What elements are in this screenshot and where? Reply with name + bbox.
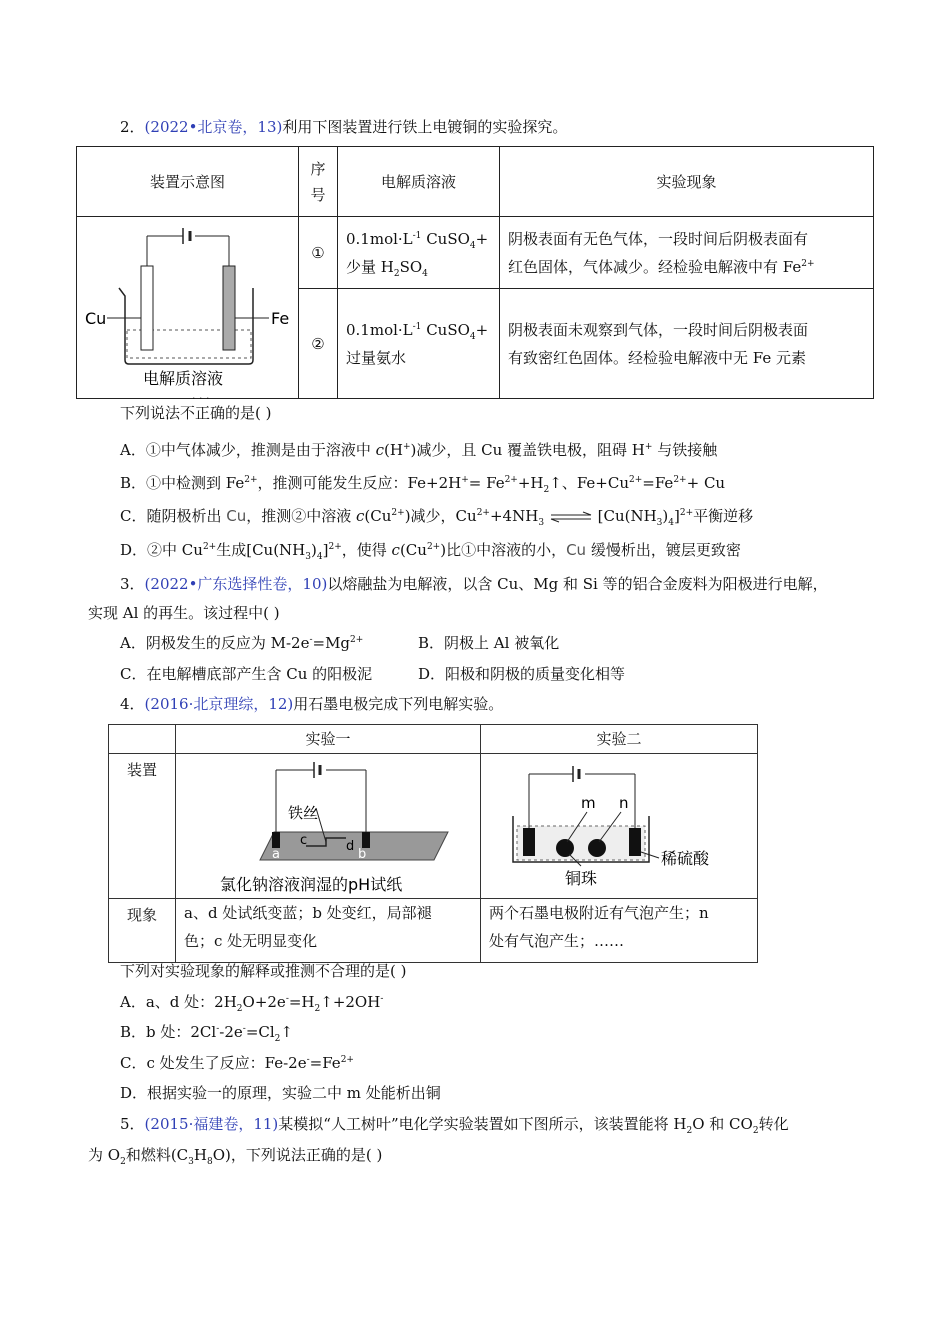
q2-header-diagram: 装置示意图 xyxy=(77,147,299,217)
q2-question: 下列说法不正确的是( ) xyxy=(120,404,272,422)
q4-question: 下列对实验现象的解释或推测不合理的是( ) xyxy=(120,962,407,980)
q2-option-d: D．②中 $Cu^{2+}$生成$[Cu(NH_3)_4]^{2+}$，使得 $c(Cu^{2+})$比①中溶液的小，Cu 缓慢析出，镀层更致密 xyxy=(120,541,741,562)
point-d-label: d xyxy=(346,839,355,854)
q2-row2-phenomenon: 阴极表面未观察到气体，一段时间后阴极表面 有致密红色固体。经检验电解液中无 Fe 元素 xyxy=(500,289,874,399)
q2-diagram-cell xyxy=(77,217,299,399)
q2-header-solution: 电解质溶液 xyxy=(338,147,500,217)
q2-header-no: 序 号 xyxy=(299,147,338,217)
q4-option-b: B．b 处：$2Cl^--2e^-=Cl_2↑$ xyxy=(120,1023,293,1044)
q3-option-d: D．阳极和阴极的质量变化相等 xyxy=(418,665,626,683)
q2-table xyxy=(76,146,874,399)
q4-exp1-phenomenon: a、d 处试纸变蓝；b 处变红，局部褪 色；c 处无明显变化 xyxy=(176,899,481,963)
q4-exp1-diagram-cell xyxy=(176,754,481,899)
copper-bead-n xyxy=(588,839,606,857)
q2-row2-solution: $0.1mol\cdot L^{-1}$ CuSO$_4$+ 过量氨水 xyxy=(338,289,500,399)
fe-electrode xyxy=(223,266,235,350)
q4-option-c: C．c 处发生了反应：$Fe-2e^-=Fe^{2+}$ xyxy=(120,1054,354,1072)
point-b-label: b xyxy=(358,847,367,862)
point-a-label: a xyxy=(272,847,280,862)
graphite-electrode-b xyxy=(362,832,370,848)
q4-row-apparatus-label: 装置 xyxy=(109,754,176,899)
q2-source: (2022•北京卷，13) xyxy=(144,118,283,136)
q3-source: (2022•广东选择性卷，10) xyxy=(144,575,328,593)
q2-row1-no: ① xyxy=(299,217,338,289)
q4-table xyxy=(108,724,758,963)
q4-option-a: A．a、d 处：$2H_2O+2e^-=H_2↑+2OH^-$ xyxy=(120,993,384,1014)
q4-header-empty xyxy=(109,725,176,754)
point-c-label: c xyxy=(300,833,308,848)
q3-stem-2: 实现 Al 的再生。该过程中( ) xyxy=(88,604,280,622)
cu-electrode xyxy=(141,266,153,350)
graphite-electrode-left xyxy=(523,828,535,856)
copper-bead-electrolysis-diagram xyxy=(481,754,757,898)
ph-paper-caption: 氯化钠溶液润湿的pH试纸 xyxy=(220,875,403,894)
electroplating-apparatus-diagram xyxy=(77,218,297,398)
q2-option-a: A．①中气体减少，推测是由于溶液中 c(H+)减少，且 Cu 覆盖铁电极，阻碍 H+ 与铁接触 xyxy=(120,441,718,459)
copper-bead-m xyxy=(556,839,574,857)
q5-source: (2015·福建卷，11) xyxy=(144,1115,279,1133)
q5-stem-2: 为 $O_2$和燃料$(C_3H_8O)$，下列说法正确的是( ) xyxy=(88,1146,383,1167)
q2-row1-phenomenon: 阴极表面有无色气体，一段时间后阴极表面有 红色固体，气体减少。经检验电解液中有 $Fe^{2+}$ xyxy=(500,217,874,289)
q3-option-c: C．在电解槽底部产生含 Cu 的阳极泥 xyxy=(120,665,373,683)
q4-source: (2016·北京理综，12) xyxy=(144,695,294,713)
dilute-sulfuric-acid xyxy=(517,826,645,860)
q4-header-exp2: 实验二 xyxy=(481,725,758,754)
q2-option-c: C．随阴极析出 Cu，推测②中溶液 $c(Cu^{2+})$减少，$Cu^{2+}+4NH_3$ $[Cu(NH_3)_4]^{2+}$平衡逆移 xyxy=(120,507,754,528)
m-label: m xyxy=(581,794,596,812)
sulfuric-acid-label: 稀硫酸 xyxy=(661,849,710,868)
copper-bead-label: 铜珠 xyxy=(565,869,598,888)
q4-header-exp1: 实验一 xyxy=(176,725,481,754)
q4-option-d: D．根据实验一的原理，实验二中 m 处能析出铜 xyxy=(120,1084,441,1102)
q2-stem: 2．(2022•北京卷，13)利用下图装置进行铁上电镀铜的实验探究。 xyxy=(120,118,568,136)
n-label: n xyxy=(619,794,629,812)
q2-row1-solution: $0.1mol\cdot L^{-1}$ CuSO$_4$+ 少量 $H_2SO_4$ xyxy=(338,217,500,289)
q4-stem: 4．(2016·北京理综，12)用石墨电极完成下列电解实验。 xyxy=(120,695,504,713)
q3-option-a: A．阴极发生的反应为 $M-2e^-=Mg^{2+}$ xyxy=(120,634,364,652)
q5-stem: 5．(2015·福建卷，11)某模拟“人工树叶”电化学实验装置如下图所示，该装置能将 $H_2O$ 和 $CO_2$转化 xyxy=(120,1115,789,1136)
graphite-electrode-right xyxy=(629,828,641,856)
q2-option-b: B．①中检测到 $Fe^{2+}$，推测可能发生反应：$Fe+2H^+= Fe^{2+}+H_2↑$、$Fe+Cu^{2+}=Fe^{2+}+ Cu$ xyxy=(120,474,726,495)
q2-emphasis-dots: · · · xyxy=(192,392,210,405)
q3-option-b: B．阴极上 Al 被氧化 xyxy=(418,634,560,652)
electrolyte-caption: 电解质溶液 xyxy=(143,368,224,388)
q2-header-phenomenon: 实验现象 xyxy=(500,147,874,217)
iron-wire-label: 铁丝 xyxy=(288,804,319,822)
cu-label: Cu xyxy=(85,308,107,328)
q4-exp2-diagram-cell xyxy=(481,754,758,899)
ph-paper-electrolysis-diagram xyxy=(176,754,480,898)
q3-stem: 3．(2022•广东选择性卷，10)以熔融盐为电解液，以含 Cu、Mg 和 Si 等的铝合金废料为阳极进行电解， xyxy=(120,575,828,593)
q4-exp2-phenomenon: 两个石墨电极附近有气泡产生；n 处有气泡产生；…… xyxy=(481,899,758,963)
fe-label: Fe xyxy=(271,308,290,328)
q4-row-phenomenon-label: 现象 xyxy=(109,899,176,963)
graphite-electrode-a xyxy=(272,832,280,848)
q2-row2-no: ② xyxy=(299,289,338,399)
equilibrium-arrow-icon xyxy=(549,511,593,523)
